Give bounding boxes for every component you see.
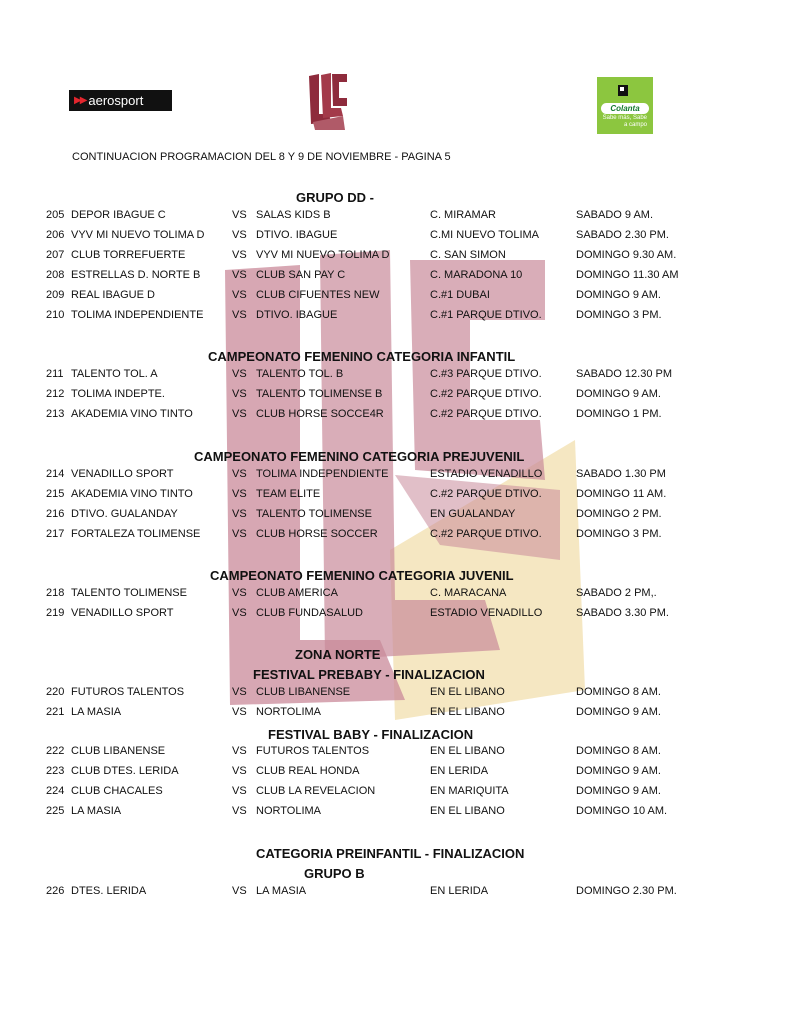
versus: VS: [232, 686, 247, 698]
match-number: 222: [46, 745, 65, 757]
home-team: FORTALEZA TOLIMENSE: [71, 528, 201, 540]
match-time: DOMINGO 9 AM.: [576, 289, 661, 301]
versus: VS: [232, 508, 247, 520]
away-team: CLUB HORSE SOCCE4R: [256, 408, 384, 420]
away-team: DTIVO. IBAGUE: [256, 309, 338, 321]
away-team: TALENTO TOLIMENSE: [256, 508, 372, 520]
match-row: [0, 706, 791, 720]
match-number: 226: [46, 885, 65, 897]
home-team: FUTUROS TALENTOS: [71, 686, 185, 698]
match-row: [0, 805, 791, 819]
versus: VS: [232, 607, 247, 619]
venue: C.#1 PARQUE DTIVO.: [430, 309, 542, 321]
match-row: [0, 765, 791, 779]
section-title: CATEGORIA PREINFANTIL - FINALIZACION: [256, 846, 525, 861]
venue: EN GUALANDAY: [430, 508, 516, 520]
match-row: [0, 785, 791, 799]
match-number: 212: [46, 388, 65, 400]
match-number: 217: [46, 528, 65, 540]
versus: VS: [232, 209, 247, 221]
match-time: DOMINGO 9 AM.: [576, 765, 661, 777]
venue: C.#1 DUBAI: [430, 289, 490, 301]
home-team: DTES. LERIDA: [71, 885, 147, 897]
section-title: FESTIVAL BABY - FINALIZACION: [268, 727, 474, 742]
venue: C.#3 PARQUE DTIVO.: [430, 368, 542, 380]
away-team: CLUB REAL HONDA: [256, 765, 360, 777]
home-team: DEPOR IBAGUE C: [71, 209, 166, 221]
home-team: VYV MI NUEVO TOLIMA D: [71, 229, 205, 241]
away-team: CLUB AMERICA: [256, 587, 338, 599]
versus: VS: [232, 388, 247, 400]
venue: EN EL LIBANO: [430, 706, 505, 718]
match-number: 208: [46, 269, 65, 281]
away-team: CLUB HORSE SOCCER: [256, 528, 378, 540]
away-team: TALENTO TOLIMENSE B: [256, 388, 383, 400]
match-row: [0, 388, 791, 402]
match-time: DOMINGO 3 PM.: [576, 528, 662, 540]
home-team: CLUB TORREFUERTE: [71, 249, 186, 261]
home-team: CLUB DTES. LERIDA: [71, 765, 179, 777]
match-row: [0, 209, 791, 223]
match-number: 207: [46, 249, 65, 261]
match-row: [0, 607, 791, 621]
away-team: SALAS KIDS B: [256, 209, 331, 221]
match-time: SABADO 3.30 PM.: [576, 607, 669, 619]
match-time: DOMINGO 1 PM.: [576, 408, 662, 420]
match-row: [0, 468, 791, 482]
section-title: GRUPO DD -: [296, 190, 374, 205]
venue: C.#2 PARQUE DTIVO.: [430, 488, 542, 500]
versus: VS: [232, 528, 247, 540]
home-team: TOLIMA INDEPENDIENTE: [71, 309, 204, 321]
away-team: NORTOLIMA: [256, 805, 321, 817]
home-team: LA MASIA: [71, 805, 122, 817]
match-time: DOMINGO 9 AM.: [576, 706, 661, 718]
home-team: DTIVO. GUALANDAY: [71, 508, 178, 520]
venue: EN MARIQUITA: [430, 785, 509, 797]
versus: VS: [232, 408, 247, 420]
home-team: TALENTO TOLIMENSE: [71, 587, 187, 599]
venue: C. MIRAMAR: [430, 209, 496, 221]
match-row: [0, 587, 791, 601]
match-number: 218: [46, 587, 65, 599]
colanta-text: Colanta: [601, 103, 649, 114]
away-team: FUTUROS TALENTOS: [256, 745, 370, 757]
match-number: 213: [46, 408, 65, 420]
venue: C.#2 PARQUE DTIVO.: [430, 388, 542, 400]
venue: C.MI NUEVO TOLIMA: [430, 229, 540, 241]
match-number: 215: [46, 488, 65, 500]
aerosport-logo: [69, 90, 172, 111]
match-time: SABADO 2 PM,.: [576, 587, 657, 599]
versus: VS: [232, 745, 247, 757]
section-title: CAMPEONATO FEMENINO CATEGORIA PREJUVENIL: [194, 449, 525, 464]
match-row: [0, 289, 791, 303]
home-team: VENADILLO SPORT: [71, 468, 174, 480]
match-number: 210: [46, 309, 65, 321]
home-team: AKADEMIA VINO TINTO: [71, 488, 193, 500]
colanta-logo: [597, 77, 653, 134]
match-row: [0, 249, 791, 263]
match-row: [0, 686, 791, 700]
away-team: NORTOLIMA: [256, 706, 321, 718]
versus: VS: [232, 587, 247, 599]
versus: VS: [232, 289, 247, 301]
venue: EN EL LIBANO: [430, 805, 505, 817]
match-row: [0, 269, 791, 283]
home-team: TOLIMA INDEPTE.: [71, 388, 165, 400]
match-number: 219: [46, 607, 65, 619]
page-subtitle: CONTINUACION PROGRAMACION DEL 8 Y 9 DE NOVIEMBRE - PAGINA 5: [72, 151, 451, 163]
cow-icon: [617, 83, 629, 97]
section-subtitle: GRUPO B: [304, 866, 365, 881]
venue: C.#2 PARQUE DTIVO.: [430, 408, 542, 420]
venue: EN EL LIBANO: [430, 745, 505, 757]
match-row: [0, 745, 791, 759]
section-title: CAMPEONATO FEMENINO CATEGORIA INFANTIL: [208, 349, 516, 364]
venue: C. MARADONA 10: [430, 269, 523, 281]
versus: VS: [232, 229, 247, 241]
match-time: DOMINGO 11.30 AM: [576, 269, 679, 281]
match-number: 214: [46, 468, 65, 480]
match-number: 223: [46, 765, 65, 777]
match-time: SABADO 2.30 PM.: [576, 229, 669, 241]
away-team: CLUB FUNDASALUD: [256, 607, 363, 619]
home-team: CLUB CHACALES: [71, 785, 163, 797]
match-time: DOMINGO 2.30 PM.: [576, 885, 677, 897]
match-number: 221: [46, 706, 65, 718]
match-number: 209: [46, 289, 65, 301]
match-time: DOMINGO 9 AM.: [576, 785, 661, 797]
match-time: DOMINGO 10 AM.: [576, 805, 668, 817]
versus: VS: [232, 468, 247, 480]
match-time: DOMINGO 3 PM.: [576, 309, 662, 321]
match-row: [0, 488, 791, 502]
away-team: LA MASIA: [256, 885, 307, 897]
match-row: [0, 408, 791, 422]
versus: VS: [232, 269, 247, 281]
match-time: DOMINGO 9.30 AM.: [576, 249, 677, 261]
match-time: DOMINGO 9 AM.: [576, 388, 661, 400]
match-number: 225: [46, 805, 65, 817]
fast-forward-icon: ▶▶: [74, 95, 86, 106]
match-row: [0, 309, 791, 323]
venue: C.#2 PARQUE DTIVO.: [430, 528, 542, 540]
home-team: AKADEMIA VINO TINTO: [71, 408, 193, 420]
versus: VS: [232, 785, 247, 797]
section-title: CAMPEONATO FEMENINO CATEGORIA JUVENIL: [210, 568, 514, 583]
section-subtitle: FESTIVAL PREBABY - FINALIZACION: [253, 667, 485, 682]
versus: VS: [232, 885, 247, 897]
league-logo: [305, 72, 351, 132]
match-row: [0, 885, 791, 899]
match-number: 216: [46, 508, 65, 520]
away-team: TOLIMA INDEPENDIENTE: [256, 468, 389, 480]
away-team: TEAM ELITE: [256, 488, 321, 500]
venue: EN EL LIBANO: [430, 686, 505, 698]
home-team: CLUB LIBANENSE: [71, 745, 166, 757]
versus: VS: [232, 368, 247, 380]
match-row: [0, 229, 791, 243]
away-team: TALENTO TOL. B: [256, 368, 344, 380]
match-time: SABADO 9 AM.: [576, 209, 654, 221]
versus: VS: [232, 488, 247, 500]
match-number: 205: [46, 209, 65, 221]
section-title: ZONA NORTE: [295, 647, 381, 662]
match-time: DOMINGO 8 AM.: [576, 745, 661, 757]
versus: VS: [232, 706, 247, 718]
match-time: SABADO 1.30 PM: [576, 468, 666, 480]
match-row: [0, 528, 791, 542]
away-team: CLUB CIFUENTES NEW: [256, 289, 380, 301]
versus: VS: [232, 805, 247, 817]
match-time: DOMINGO 8 AM.: [576, 686, 661, 698]
home-team: ESTRELLAS D. NORTE B: [71, 269, 201, 281]
home-team: VENADILLO SPORT: [71, 607, 174, 619]
home-team: REAL IBAGUE D: [71, 289, 155, 301]
venue: EN LERIDA: [430, 765, 489, 777]
away-team: CLUB SAN PAY C: [256, 269, 346, 281]
match-time: DOMINGO 2 PM.: [576, 508, 662, 520]
home-team: TALENTO TOL. A: [71, 368, 158, 380]
away-team: CLUB LIBANENSE: [256, 686, 351, 698]
colanta-tagline: Sabe más, Sabe a campo: [602, 115, 647, 128]
match-row: [0, 508, 791, 522]
home-team: LA MASIA: [71, 706, 122, 718]
match-row: [0, 368, 791, 382]
away-team: CLUB LA REVELACION: [256, 785, 376, 797]
match-number: 211: [46, 368, 64, 380]
match-time: SABADO 12.30 PM: [576, 368, 672, 380]
venue: ESTADIO VENADILLO: [430, 468, 543, 480]
versus: VS: [232, 309, 247, 321]
versus: VS: [232, 765, 247, 777]
venue: C. MARACANA: [430, 587, 507, 599]
versus: VS: [232, 249, 247, 261]
match-time: DOMINGO 11 AM.: [576, 488, 667, 500]
venue: C. SAN SIMON: [430, 249, 506, 261]
match-number: 220: [46, 686, 65, 698]
venue: EN LERIDA: [430, 885, 489, 897]
away-team: VYV MI NUEVO TOLIMA D: [256, 249, 390, 261]
away-team: DTIVO. IBAGUE: [256, 229, 338, 241]
match-number: 206: [46, 229, 65, 241]
venue: ESTADIO VENADILLO: [430, 607, 543, 619]
match-number: 224: [46, 785, 65, 797]
aerosport-text: aerosport: [88, 93, 144, 108]
